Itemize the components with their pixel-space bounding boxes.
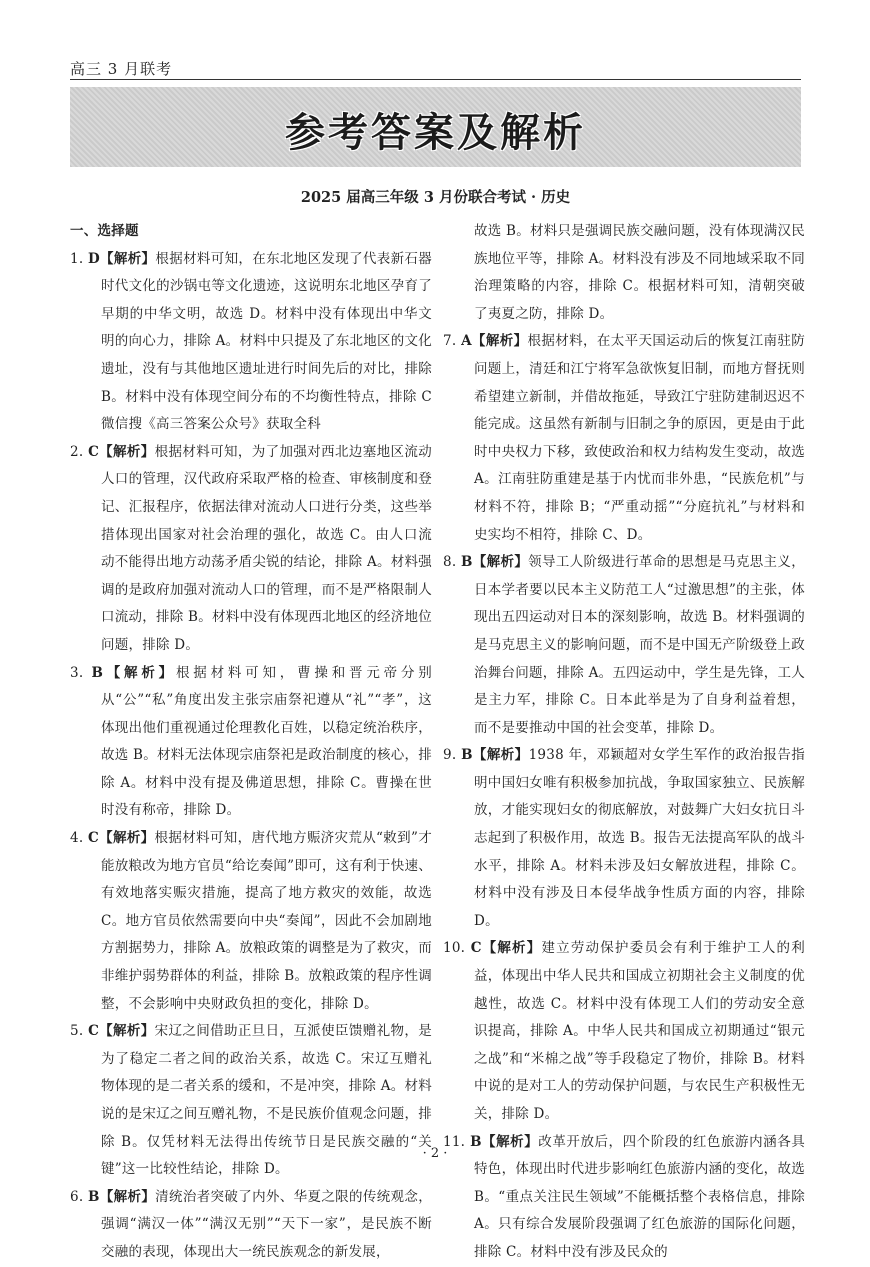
answer-label: C【解析】	[470, 940, 542, 957]
title-banner	[70, 87, 801, 167]
answer-text: 改革开放后，四个阶段的红色旅游内涵各具特色，体现出时代进步影响红色旅游内涵的变化，故选 B。“重点关注民生领域”不能概括整个表格信息，排除 A。只有综合发展阶段强调了红色旅游的国际化问题，排除 C。材料中没有涉及民众的	[474, 1133, 806, 1260]
answer-number: 4.	[70, 830, 84, 847]
answer-text: 1938 年，邓颖超对女学生军作的政治报告指明中国妇女唯有积极参加抗战，争取国家独立、民族解放，才能实现妇女的彻底解放，对鼓舞广大妇女抗日斗志起到了积极作用，故选 B。报告无法提高军队的战斗水平，排除 A。材料未涉及妇女解放进程，排除 C。材料中没有涉及日本侵华战争性质方面的内容，排除 D。	[474, 747, 806, 929]
answer-number: 1.	[70, 250, 84, 267]
answer-text: 根据材料可知，为了加强对西北边塞地区流动人口的管理，汉代政府采取严格的检查、审核制度和登记、汇报程序，依据法律对流动人口进行分类，这些举措体现出国家对社会治理的强化，故选 C。由人口流动不能得出地方动荡矛盾尖锐的结论，排除 A。材料强调的是政府加强对流动人口的管理，而不是严格限制人口流动，排除 B。材料中没有体现西北地区的经济地位问题，排除 D。	[101, 443, 432, 653]
page-number: · 2 ·	[422, 1146, 448, 1161]
answer-text: 根据材料可知，曹操和晋元帝分别从“公”“私”角度出发主张宗庙祭祀遵从“礼”“孝”，这体现出他们重视通过伦理教化百姓，以稳定统治秩序，故选 B。材料无法体现宗庙祭祀是政治制度的核心，排除 A。材料中没有提及佛道思想，排除 C。曹操在世时没有称帝，排除 D。	[101, 664, 433, 819]
answer-label: B【解析】	[470, 1133, 539, 1150]
answer-item	[443, 549, 805, 742]
answer-item	[70, 1184, 432, 1267]
answer-item	[70, 439, 432, 660]
answer-text: 故选 B。材料只是强调民族交融问题，没有体现满汉民族地位平等，排除 A。材料没有涉及不同地域采取不同治理策略的内容，排除 C。根据材料可知，清朝突破了夷夏之防，排除 D。	[474, 223, 805, 322]
answer-item	[70, 246, 432, 439]
answer-label: C【解析】	[88, 443, 155, 460]
banner-title: 参考答案及解析	[285, 110, 586, 156]
answer-item	[443, 742, 805, 935]
answer-label: D【解析】	[88, 250, 156, 267]
answer-text: 清统治者突破了内外、华夏之限的传统观念，强调“满汉一体”“满汉无别”“天下一家”，是民族不断交融的表现，体现出大一统民族观念的新发展，	[101, 1188, 432, 1260]
answer-label: B【解析】	[461, 554, 529, 571]
header-label: 高三 3 月联考	[70, 60, 173, 78]
answer-text: 根据材料可知，在东北地区发现了代表新石器时代文化的沙锅屯等文化遗迹，这说明东北地区孕育了早期的中华文明，故选 D。材料中没有体现出中华文明的向心力，排除 A。材料中只提及了东北地区的文化遗址，没有与其他地区遗址进行时间先后的对比，排除 B。材料中没有体现空间分布的不均衡性特点，排除 C 微信搜《高三答案公众号》获取全科	[101, 250, 432, 433]
right-column	[443, 218, 805, 1267]
exam-subtitle: 2025 届高三年级 3 月份联合考试 · 历史	[300, 189, 571, 206]
answer-text: 根据材料可知，唐代地方赈济灾荒从“敕到”才能放粮改为地方官员“给讫奏闻”即可，这有利于快速、有效地落实赈灾措施，提高了地方救灾的效能，故选 C。地方官员依然需要向中央“奏闻”，因此不会加剧地方割据势力，排除 A。放粮政策的调整是为了救灾，而非维护弱势群体的利益，排除 B。放粮政策的程序性调整，不会影响中央财政负担的变化，排除 D。	[101, 830, 432, 1012]
answer-label: B【解析】	[91, 664, 176, 681]
answer-label: B【解析】	[88, 1188, 156, 1205]
answer-label: B【解析】	[461, 747, 529, 764]
answer-text: 建立劳动保护委员会有利于维护工人的利益，体现出中华人民共和国成立初期社会主义制度的优越性，故选 C。材料中没有体现工人们的劳动安全意识提高，排除 A。中华人民共和国成立初期通过“银元之战”和“米棉之战”等手段稳定了物价，排除 B。材料中说的是对工人的劳动保护问题，与农民生产积极性无关，排除 D。	[474, 940, 806, 1122]
answer-number: 8.	[443, 554, 457, 571]
answer-number: 2.	[70, 443, 84, 460]
answer-label: C【解析】	[88, 830, 155, 847]
answer-number: 3.	[70, 664, 84, 681]
left-column	[70, 218, 432, 1267]
answer-number: 9.	[443, 747, 457, 764]
answer-label: C【解析】	[88, 1023, 155, 1040]
answer-label: A【解析】	[461, 333, 528, 350]
answer-number: 10.	[443, 940, 466, 957]
answer-item	[70, 825, 432, 1018]
answer-text: 根据材料，在太平天国运动后的恢复江南驻防问题上，清廷和江宁将军急欲恢复旧制，而地方督抚则希望建立新制，并借故拖延，导致江宁驻防建制迟迟不能完成。这虽然有新制与旧制之争的原因，更是由于此时中央权力下移，致使政治和权力结构发生变动，故选 A。江南驻防重建是基于内忧而非外患，“民族危机”与材料不符，排除 B；“严重动摇”“分庭抗礼”与材料和史实均不相符，排除 C、D。	[474, 333, 805, 543]
answer-item	[443, 328, 805, 549]
answer-text: 领导工人阶级进行革命的思想是马克思主义，日本学者要以民本主义防范工人“过激思想”的主张，体现出五四运动对日本的深刻影响，故选 B。材料强调的是马克思主义的影响问题，而不是中国无产阶级登上政治舞台问题，排除 A。五四运动中，学生是先锋，工人是主力军，排除 C。日本此举是为了自身利益着想，而不是要推动中国的社会变革，排除 D。	[474, 554, 805, 736]
answer-text: 宋辽之间借助正旦日，互派使臣馈赠礼物，是为了稳定二者之间的政治关系，故选 C。宋辽互赠礼物体现的是二者关系的缓和，不是冲突，排除 A。材料说的是宋辽之间互赠礼物，不是民族价值观念问题，排除 B。仅凭材料无法得出传统节日是民族交融的“关键”这一比较性结论，排除 D。	[101, 1023, 432, 1178]
section-title: 一、选择题	[70, 223, 139, 239]
answer-item	[443, 218, 805, 328]
answer-number: 11.	[443, 1133, 466, 1150]
answer-number: 7.	[443, 333, 457, 350]
header-rule	[70, 79, 801, 80]
answer-item	[443, 935, 805, 1128]
answer-number: 5.	[70, 1023, 84, 1040]
answer-item	[70, 660, 432, 826]
answer-number: 6.	[70, 1188, 84, 1205]
